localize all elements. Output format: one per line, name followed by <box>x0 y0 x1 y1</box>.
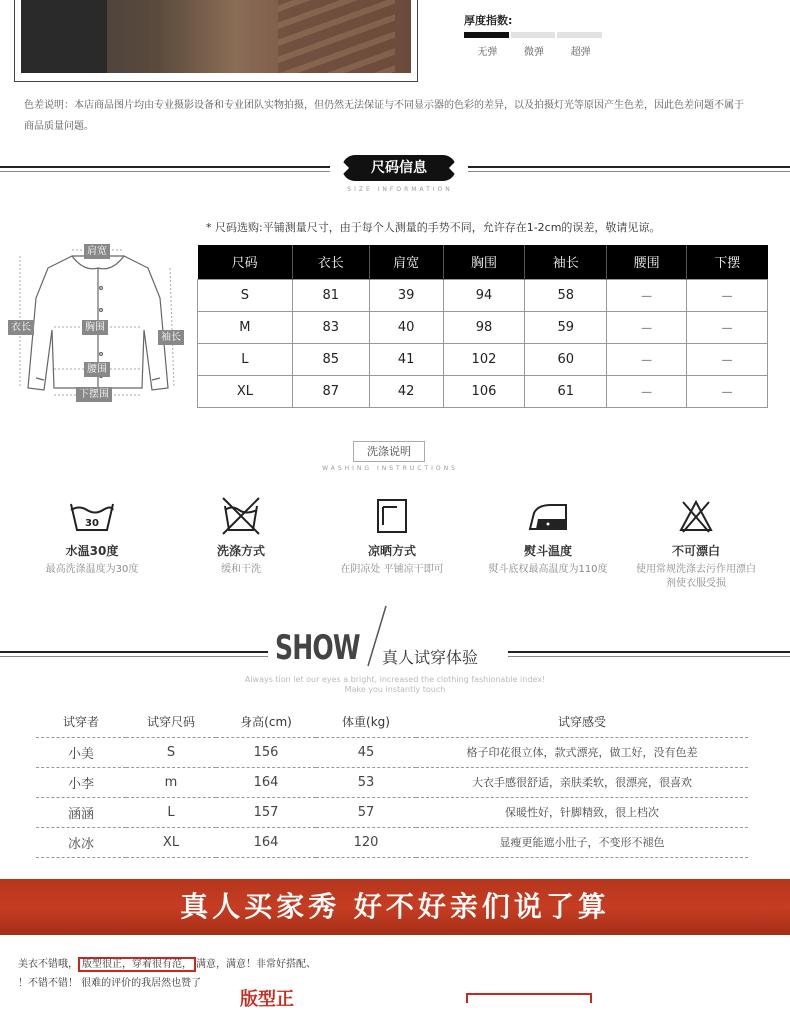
table-row <box>36 737 748 767</box>
table-cell: － <box>607 375 687 407</box>
thickness-option: 超弹 <box>570 47 591 58</box>
wash-item-desc: 最高洗涤温度为30度 <box>45 564 139 575</box>
review-segment: 满意，满意！非常好搭配、 <box>196 959 316 970</box>
table-cell: 小美 <box>36 737 126 767</box>
product-photo <box>21 0 411 73</box>
table-cell: L <box>198 343 293 375</box>
buyer-show-banner: 真人买家秀 好不好亲们说了算 <box>0 879 790 935</box>
table-row <box>36 797 748 827</box>
iron-icon <box>478 494 618 538</box>
show-english-text <box>200 675 590 695</box>
table-cell: 58 <box>525 279 607 311</box>
waist-tag: 腰围 <box>84 362 110 377</box>
sleeve-tag: 袖长 <box>158 330 184 345</box>
table-row <box>198 343 768 375</box>
table-cell: 98 <box>443 311 525 343</box>
wash-section-subtitle: WASHING INSTRUCTIONS <box>322 465 458 472</box>
wash-item-name: 熨斗温度 <box>523 544 572 558</box>
garment-diagram <box>8 238 188 406</box>
table-cell: 显瘦更能遮小肚子，不变形不褪色 <box>416 827 748 857</box>
no-bleach-icon <box>626 494 766 538</box>
table-cell: 39 <box>369 279 443 311</box>
table-cell: 大衣手感很舒适，亲肤柔软，很漂亮，很喜欢 <box>416 767 748 797</box>
review-text <box>18 955 778 993</box>
table-cell: 保暖性好，针脚精致，很上档次 <box>416 797 748 827</box>
chest-tag: 胸围 <box>82 320 108 335</box>
wash-item <box>22 494 162 577</box>
divider <box>468 171 790 172</box>
table-cell: － <box>687 279 768 311</box>
fitting-header-cell: 身高(cm) <box>216 707 316 737</box>
thickness-segment <box>464 32 509 38</box>
table-cell: 164 <box>216 767 316 797</box>
wash-item-desc: 使用常规洗涤去污作用漂白剂使衣服受损 <box>636 564 756 589</box>
table-cell: 81 <box>292 279 369 311</box>
table-cell: 57 <box>316 797 416 827</box>
wash-item-desc: 熨斗底权最高温度为110度 <box>488 564 608 575</box>
review-big-label: 版型正 <box>240 989 294 1010</box>
no-machine-wash-icon <box>171 494 311 538</box>
size-table-header-cell: 衣长 <box>292 245 369 279</box>
wash-item-name: 水温30度 <box>65 544 119 558</box>
fitting-header-cell: 试穿感受 <box>416 707 748 737</box>
table-cell: 94 <box>443 279 525 311</box>
thickness-options <box>464 43 604 58</box>
size-table-header-cell: 尺码 <box>198 245 293 279</box>
divider <box>0 171 330 172</box>
wash-item <box>478 494 618 577</box>
shoulder-tag: 肩宽 <box>84 244 110 259</box>
wash-item <box>626 494 766 591</box>
table-cell: － <box>687 311 768 343</box>
table-cell: 53 <box>316 767 416 797</box>
wash-30-icon <box>22 494 162 538</box>
wash-item-desc: 在阴凉处 平铺凉干即可 <box>340 564 444 575</box>
size-table-header-cell: 肩宽 <box>369 245 443 279</box>
table-cell: 85 <box>292 343 369 375</box>
table-row <box>198 279 768 311</box>
show-english-line: Always tion let our eyes a bright, increased the clothing fashionable index! <box>244 675 546 684</box>
table-cell: 40 <box>369 311 443 343</box>
table-cell: M <box>198 311 293 343</box>
divider <box>0 656 268 657</box>
fitting-table-header <box>36 707 748 737</box>
table-cell: 157 <box>216 797 316 827</box>
table-cell: 42 <box>369 375 443 407</box>
table-cell: 格子印花很立体，款式漂亮，做工好，没有色差 <box>416 737 748 767</box>
wash-item-name: 不可漂白 <box>671 544 720 558</box>
size-table-header-cell: 胸围 <box>443 245 525 279</box>
wash-item <box>322 494 462 577</box>
table-cell: 106 <box>443 375 525 407</box>
wash-temp-label: 30 <box>85 518 99 529</box>
thickness-bar <box>464 32 604 38</box>
review-highlight-box <box>466 993 592 1003</box>
table-cell: 83 <box>292 311 369 343</box>
table-row <box>36 767 748 797</box>
product-photo-frame <box>14 0 418 82</box>
table-cell: S <box>198 279 293 311</box>
table-cell: XL <box>126 827 216 857</box>
table-cell: XL <box>198 375 293 407</box>
thickness-option: 无弹 <box>477 47 498 58</box>
size-table-header-cell: 腰围 <box>607 245 687 279</box>
table-row <box>198 375 768 407</box>
wash-item-desc: 缓和干洗 <box>221 564 261 575</box>
table-cell: 164 <box>216 827 316 857</box>
table-row <box>198 311 768 343</box>
table-cell: － <box>687 343 768 375</box>
divider <box>0 651 268 653</box>
table-cell: － <box>607 311 687 343</box>
fitting-header-cell: 试穿尺码 <box>126 707 216 737</box>
fitting-table <box>36 707 748 858</box>
review-segment: 美衣不错哦， <box>18 959 78 970</box>
size-section-title: 尺码信息 <box>342 155 456 181</box>
table-cell: － <box>607 279 687 311</box>
show-title: SHOW <box>275 628 360 668</box>
thickness-segment <box>557 32 602 38</box>
wash-item <box>171 494 311 577</box>
size-table <box>197 245 768 408</box>
divider <box>0 166 330 168</box>
table-cell: 小李 <box>36 767 126 797</box>
table-cell: 涵涵 <box>36 797 126 827</box>
wash-item-name: 凉晒方式 <box>367 544 416 558</box>
wash-item-name: 洗涤方式 <box>216 544 265 558</box>
show-english-line: Make you instantly touch <box>344 685 446 694</box>
size-table-header-cell: 下摆 <box>687 245 768 279</box>
size-note: * 尺码选购:平铺测量尺寸，由于每个人测量的手势不同，允许存在1-2cm的误差，敬请见谅。 <box>206 221 661 234</box>
divider <box>508 656 790 657</box>
thickness-segment <box>511 32 556 38</box>
show-subtitle: 真人试穿体验 <box>382 648 479 667</box>
table-cell: m <box>126 767 216 797</box>
table-cell: 156 <box>216 737 316 767</box>
table-cell: 59 <box>525 311 607 343</box>
color-disclaimer: 色差说明：本店商品图片均由专业摄影设备和专业团队实物拍摄，但仍然无法保证与不同显示器的色彩的差异，以及拍摄灯光等原因产生色差，因此色差问题不属于商品质量问题。 <box>24 100 744 132</box>
table-cell: 41 <box>369 343 443 375</box>
table-cell: L <box>126 797 216 827</box>
line-dry-icon <box>322 494 462 538</box>
size-table-header-cell: 袖长 <box>525 245 607 279</box>
hem-tag: 下摆围 <box>76 387 112 402</box>
size-section-subtitle: SIZE INFORMATION <box>347 186 453 193</box>
fitting-header-cell: 体重(kg) <box>316 707 416 737</box>
divider <box>468 166 790 168</box>
review-line <box>18 955 778 974</box>
table-cell: 61 <box>525 375 607 407</box>
table-cell: － <box>687 375 768 407</box>
table-cell: S <box>126 737 216 767</box>
table-cell: 冰冰 <box>36 827 126 857</box>
table-cell: 45 <box>316 737 416 767</box>
review-line: ！不错不错！ 很难的评价的我居然也赞了 <box>18 978 202 989</box>
table-cell: 87 <box>292 375 369 407</box>
table-cell: 60 <box>525 343 607 375</box>
table-row <box>36 827 748 857</box>
length-tag: 衣长 <box>8 320 34 335</box>
table-cell: － <box>607 343 687 375</box>
wash-section-title: 洗涤说明 <box>353 441 425 462</box>
divider <box>508 651 790 653</box>
thickness-option: 微弹 <box>524 47 544 58</box>
thickness-label: 厚度指数: <box>464 14 513 27</box>
table-cell: 120 <box>316 827 416 857</box>
fitting-header-cell: 试穿者 <box>36 707 126 737</box>
size-table-header <box>198 245 768 279</box>
review-highlight: 版型很正，穿着很有范， <box>78 957 196 972</box>
table-cell: 102 <box>443 343 525 375</box>
